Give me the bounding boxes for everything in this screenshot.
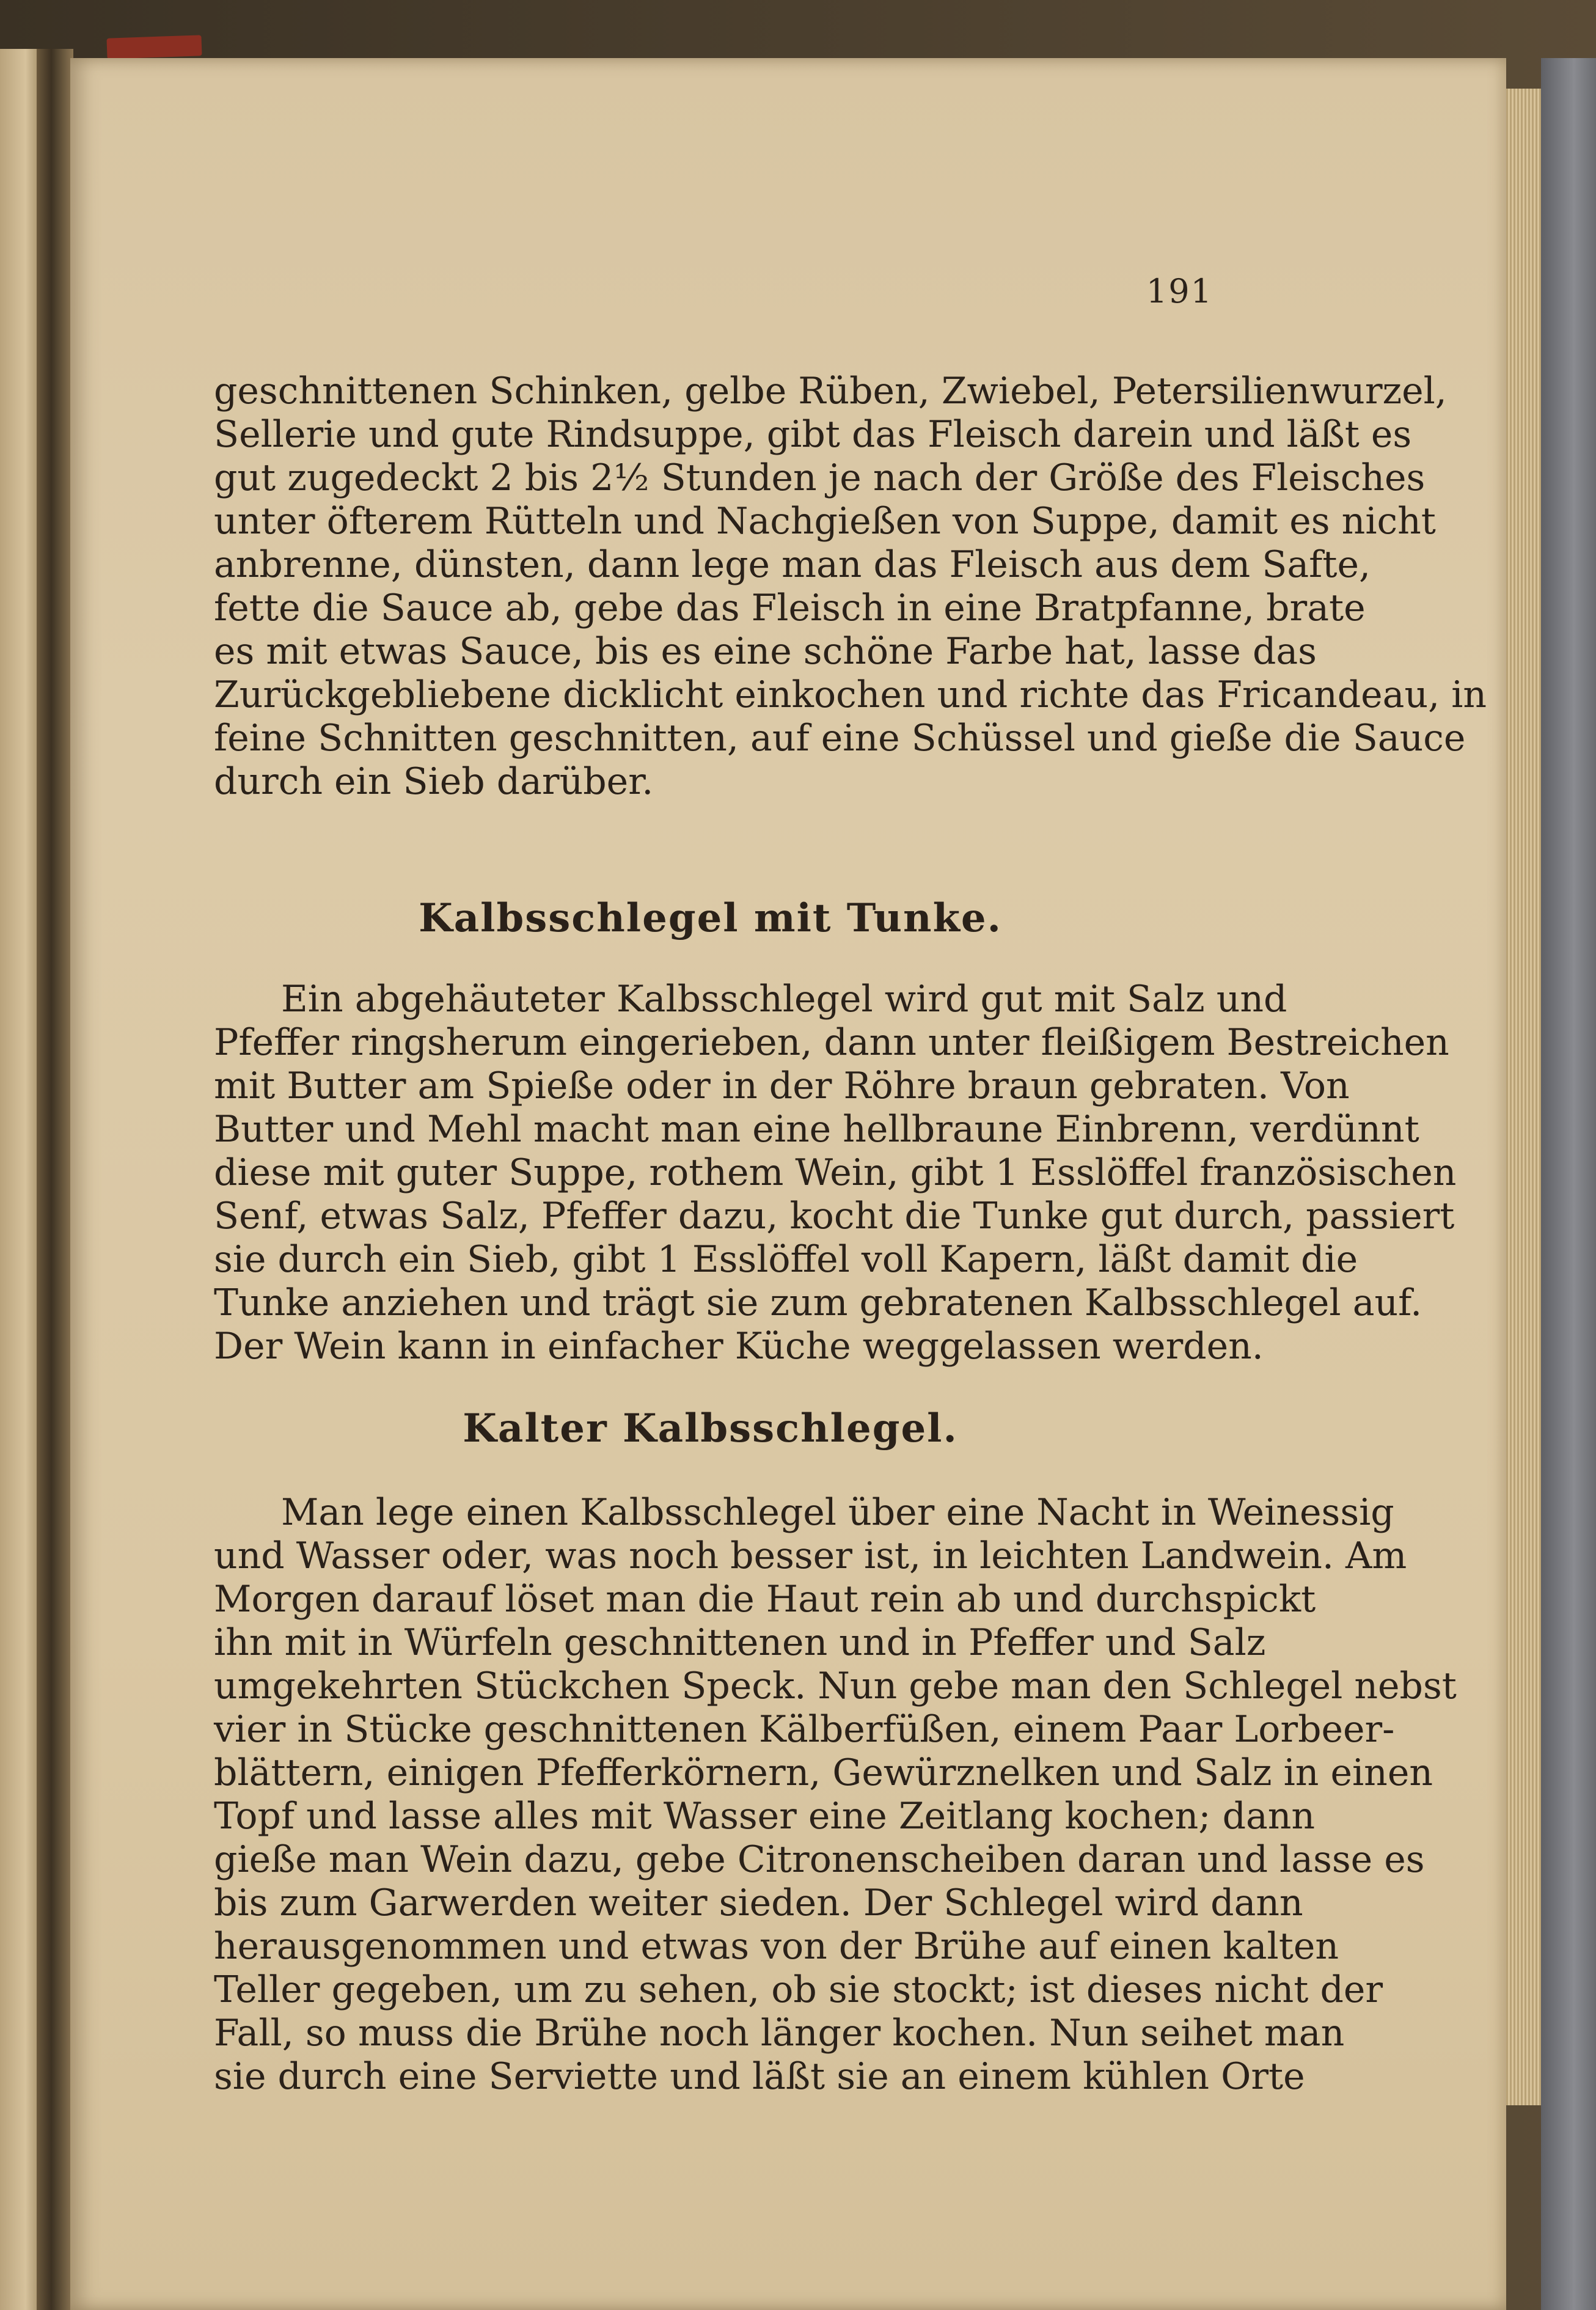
text-line: und Wasser oder, was noch besser ist, in leichten Landwein. Am [214, 1535, 1407, 1577]
text-line: feine Schnitten geschnitten, auf eine Schüssel und gieße die Sauce [214, 717, 1466, 760]
text-line: Tunke anziehen und trägt sie zum gebratenen Kalbsschlegel auf. [214, 1282, 1422, 1324]
paragraph-fricandeau-continued [214, 370, 1487, 804]
page-number: 191 [1146, 272, 1213, 310]
text-line: Senf, etwas Salz, Pfeffer dazu, kocht die Tunke gut durch, passiert [214, 1195, 1455, 1238]
text-line: Topf und lasse alles mit Wasser eine Zeitlang kochen; dann [214, 1795, 1316, 1838]
text-line: blättern, einigen Pfefferkörnern, Gewürznelken und Salz in einen [214, 1751, 1433, 1794]
book-gutter [37, 49, 73, 2310]
text-line: anbrenne, dünsten, dann lege man das Fleisch aus dem Safte, [214, 543, 1371, 586]
text-line: Butter und Mehl macht man eine hellbraune Einbrenn, verdünnt [214, 1108, 1419, 1151]
text-line: Morgen darauf löset man die Haut rein ab und durchspickt [214, 1578, 1316, 1621]
text-line: vier in Stücke geschnittenen Kälberfüßen, einem Paar Lorbeer- [214, 1708, 1395, 1751]
text-line: diese mit guter Suppe, rothem Wein, gibt 1 Esslöffel französischen [214, 1151, 1457, 1194]
text-line: herausgenommen und etwas von der Brühe auf einen kalten [214, 1925, 1339, 1968]
text-line: Pfeffer ringsherum eingerieben, dann unter fleißigem Bestreichen [214, 1021, 1449, 1064]
text-line: geschnittenen Schinken, gelbe Rüben, Zwiebel, Petersilienwurzel, [214, 370, 1447, 413]
text-line: Sellerie und gute Rindsuppe, gibt das Fleisch darein und läßt es [214, 413, 1412, 456]
recipe-heading-kalter-kalbsschlegel: Kalter Kalbsschlegel. [463, 1406, 958, 1451]
text-line: durch ein Sieb darüber. [214, 760, 654, 803]
text-line: Ein abgehäuteter Kalbsschlegel wird gut mit Salz und [281, 978, 1287, 1021]
text-line: sie durch ein Sieb, gibt 1 Esslöffel voll Kapern, läßt damit die [214, 1238, 1358, 1281]
text-line: mit Butter am Spieße oder in der Röhre braun gebraten. Von [214, 1065, 1350, 1107]
text-line: umgekehrten Stückchen Speck. Nun gebe man den Schlegel nebst [214, 1665, 1457, 1707]
text-line: gut zugedeckt 2 bis 2½ Stunden je nach der Größe des Fleisches [214, 457, 1426, 499]
recipe-heading-kalbsschlegel-mit-tunke: Kalbsschlegel mit Tunke. [419, 895, 1002, 941]
paragraph-kalbsschlegel-mit-tunke [214, 978, 1457, 1368]
text-line: es mit etwas Sauce, bis es eine schöne Farbe hat, lasse das [214, 630, 1317, 673]
text-line: unter öfterem Rütteln und Nachgießen von Suppe, damit es nicht [214, 500, 1436, 543]
text-line: fette die Sauce ab, gebe das Fleisch in eine Bratpfanne, brate [214, 587, 1366, 629]
text-line: Der Wein kann in einfacher Küche weggelassen werden. [214, 1325, 1264, 1368]
paragraph-kalter-kalbsschlegel [214, 1491, 1457, 2099]
text-line: Teller gegeben, um zu sehen, ob sie stockt; ist dieses nicht der [214, 1968, 1383, 2011]
text-line: bis zum Garwerden weiter sieden. Der Schlegel wird dann [214, 1882, 1303, 1924]
text-line: gieße man Wein dazu, gebe Citronenscheiben daran und lasse es [214, 1838, 1425, 1881]
text-line: Fall, so muss die Brühe noch länger kochen. Nun seihet man [214, 2012, 1345, 2055]
book-page [70, 58, 1506, 2310]
bookmark-ribbon [106, 35, 202, 59]
text-line: ihn mit in Würfeln geschnittenen und in Pfeffer und Salz [214, 1621, 1266, 1664]
text-line: Zurückgebliebene dicklicht einkochen und richte das Fricandeau, in [214, 673, 1487, 716]
book-cover-edge [1541, 58, 1596, 2310]
text-line: Man lege einen Kalbsschlegel über eine Nacht in Weinessig [281, 1491, 1394, 1534]
text-line: sie durch eine Serviette und läßt sie an einem kühlen Orte [214, 2055, 1305, 2098]
